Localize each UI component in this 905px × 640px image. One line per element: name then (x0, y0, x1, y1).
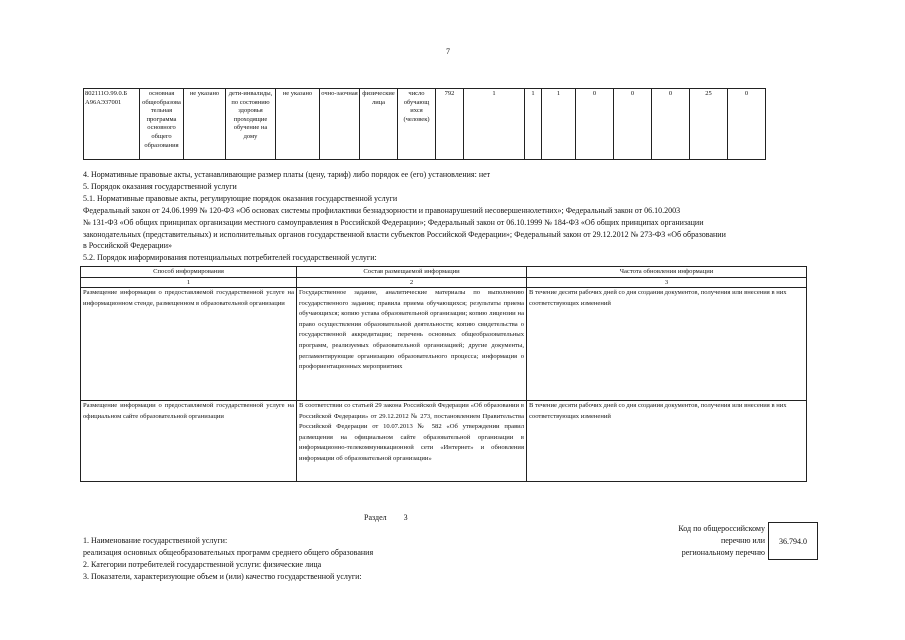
table-row (81, 288, 807, 401)
col-number: 1 (81, 278, 297, 288)
code-label-line-1: Код по общероссийскому (678, 524, 765, 533)
informing-table (80, 266, 807, 482)
cell-category: дети-инвалиды, по состоянию здоровья проходящие обучение на дому (226, 89, 276, 160)
cell-value-7: 25 (690, 89, 728, 160)
cell-value-4: 0 (576, 89, 614, 160)
service-name-value: реализация основных общеобразовательных программ среднего общего образования (83, 548, 374, 557)
cell-value-3: 1 (542, 89, 576, 160)
indicator-table-row (83, 88, 766, 160)
consumer-category: 2. Категории потребителей государственной услуги: физические лица (83, 560, 322, 569)
header-frequency: Частота обновления информации (527, 267, 807, 278)
law-line-3: законодательных (представительных) и исполнительных органов государственной власти субъектов Российской Федерации»; Федеральный закон от 29.12.2012 № 273-ФЗ «Об образовании (83, 230, 726, 239)
row1-frequency: В течение десяти рабочих дней со дня создания документов, получения или внесения в них соответствующих изменений (527, 288, 807, 401)
cell-consumers: физические лица (360, 89, 398, 160)
service-name-label: 1. Наименование государственной услуги: (83, 536, 228, 545)
row2-method: Размещение информации о предоставляемой государственной услуге на официальном сайте образовательной организации (81, 401, 297, 482)
page-number: 7 (446, 47, 450, 56)
table-number-row (81, 278, 807, 288)
cell-indicator: число обучающ ихся (человек) (398, 89, 436, 160)
law-line-2: № 131-ФЗ «Об общих принципах организации местного самоуправления в Российской Федерации»; Федеральный закон от 06.10.1999 № 184-ФЗ «Об общих принципах организации (83, 218, 704, 227)
cell-value-6: 0 (652, 89, 690, 160)
line-5-1: 5.1. Нормативные правовые акты, регулирующие порядок оказания государственной услуги (83, 194, 398, 203)
line-5-procedure: 5. Порядок оказания государственной услуги (83, 182, 237, 191)
section-number: 3 (403, 513, 408, 522)
line-4-regulations: 4. Нормативные правовые акты, устанавливающие размер платы (цену, тариф) либо порядок ее (его) установления: нет (83, 170, 491, 179)
cell-value-1: 1 (464, 89, 525, 160)
cell-form: очно-заочная (320, 89, 360, 160)
table-row (81, 401, 807, 482)
cell-place: не указано (276, 89, 320, 160)
law-line-1: Федеральный закон от 24.06.1999 № 120-ФЗ «Об основах системы профилактики безнадзорности и правонарушений несовершеннолетних»; Федеральный закон от 06.10.2003 (83, 206, 681, 215)
table-header-row (81, 267, 807, 278)
header-content: Состав размещаемой информации (297, 267, 527, 278)
cell-standard: не указано (184, 89, 226, 160)
code-label-line-2: перечню или (720, 536, 765, 545)
header-method: Способ информирования (81, 267, 297, 278)
col-number: 3 (527, 278, 807, 288)
cell-value-8: 0 (728, 89, 766, 160)
law-line-4: в Российской Федерации» (83, 241, 172, 250)
section-heading (364, 513, 408, 522)
line-5-2: 5.2. Порядок информирования потенциальных потребителей государственной услуги: (83, 253, 377, 262)
cell-value-5: 0 (614, 89, 652, 160)
registry-code-box: 36.794.0 (768, 522, 818, 560)
col-number: 2 (297, 278, 527, 288)
row2-frequency: В течение десяти рабочих дней со дня создания документов, получения или внесения в них соответствующих изменений (527, 401, 807, 482)
row2-content: В соответствии со статьей 29 закона Российской Федерации «Об образовании в Российской Федерации» от 29.12.2012 № 273, постановлением Правительства Российской Федерации от 10.07.2013 № 582 «Об утверждении правил размещения на официальном сайте образовательной организации в информационно-телекоммуникационной сети «Интернет» и обновления информации об образовательной организации» (297, 401, 527, 482)
cell-register-code: 802111О.99.0.Б А96АЭ37001 (84, 89, 140, 160)
cell-value-2: 1 (525, 89, 542, 160)
row1-content: Государственное задание, аналитические материалы по выполнению государственного задания; правила приема обучающихся; результаты приема обучающихся; копию устава образовательной организации; копию лицензии на право осуществления образовательной деятельности; копию свидетельства о государственной аккредитации; перечень основных общеобразовательных программ, реализуемых образовательной организацией; другие документы, регламентирующие организацию образовательного процесса; информация о профориентационных мероприятиях (297, 288, 527, 401)
section-word: Раздел (364, 513, 387, 522)
code-label-line-3: региональному перечню (681, 548, 765, 557)
cell-program: основная общеобразова тельная программа основного общего образования (140, 89, 184, 160)
cell-okei: 792 (436, 89, 464, 160)
row1-method: Размещение информации о предоставляемой государственной услуге на информационном стенде, размещенном в образовательной организации (81, 288, 297, 401)
table-row (84, 89, 766, 160)
indicators-heading: 3. Показатели, характеризующие объем и (или) качество государственной услуги: (83, 572, 362, 581)
